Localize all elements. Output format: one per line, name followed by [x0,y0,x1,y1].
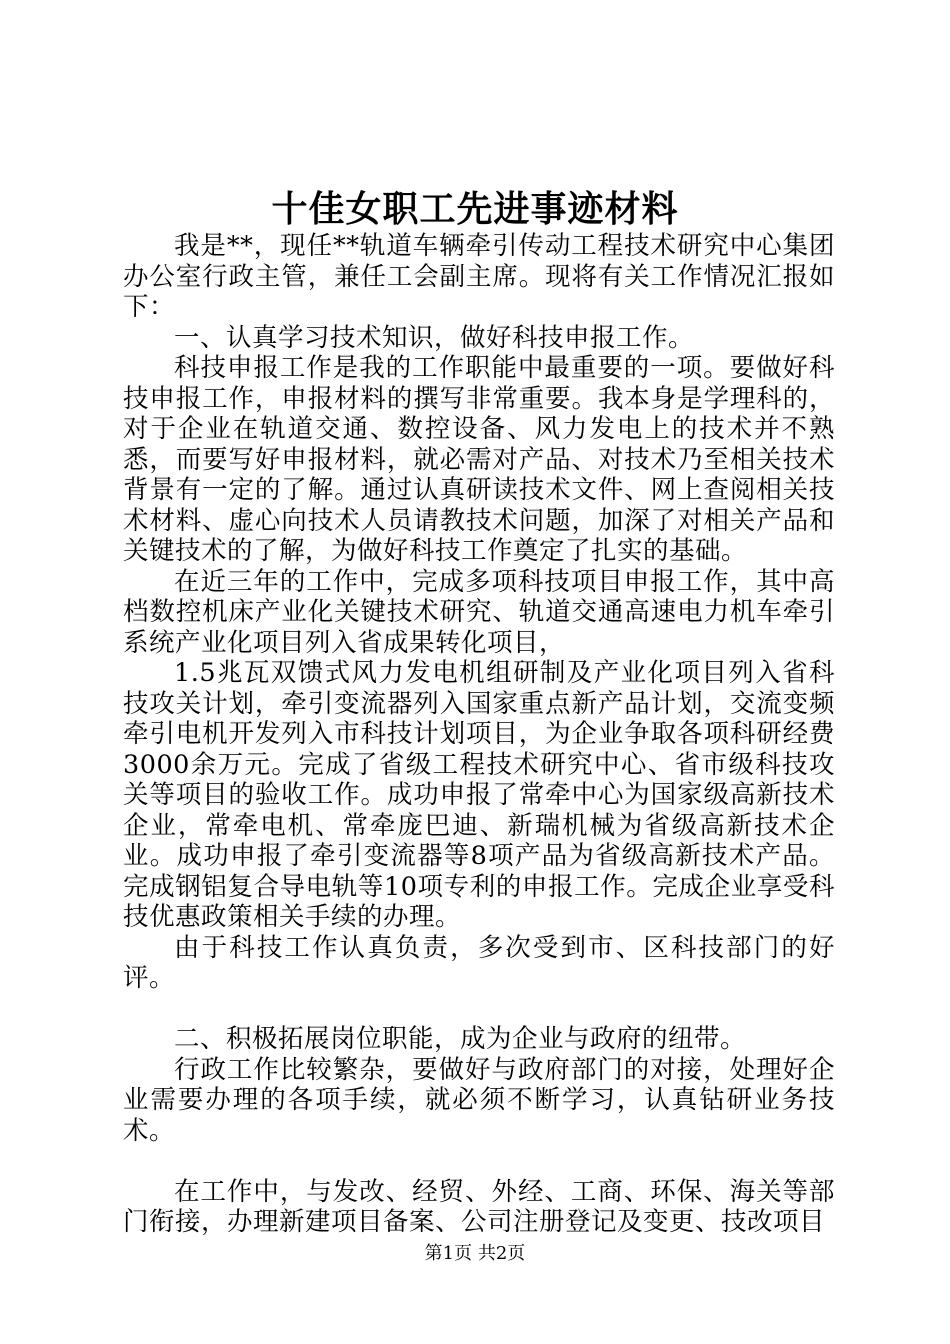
paragraph-tech-declaration: 科技申报工作是我的工作职能中最重要的一项。要做好科技申报工作，申报材料的撰写非常重要。我本身是学理科的，对于企业在轨道交通、数控设备、风力发电上的技术并不熟悉，而要写好申报材料，就必需对产品、对技术乃至相关技术背景有一定的了解。通过认真研读技术文件、网上查阅相关技术材料、虚心向技术人员请教技术问题，加深了对相关产品和关键技术的了解，为做好科技工作奠定了扎实的基础。 [123,353,835,566]
document-title: 十佳女职工先进事迹材料 [271,188,679,230]
paragraph-three-years: 在近三年的工作中，完成多项科技项目申报工作，其中高档数控机床产业化关键技术研究、轨道交通高速电力机车牵引系统产业化项目列入省成果转化项目， [123,566,835,658]
paragraph-admin-work: 行政工作比较繁杂，要做好与政府部门的对接，处理好企业需要办理的各项手续，就必须不断学习，认真钻研业务技术。 [123,1054,835,1146]
section-heading-1: 一、认真学习技术知识，做好科技申报工作。 [174,322,695,353]
paragraph-intro: 我是**，现任**轨道车辆牵引传动工程技术研究中心集团办公室行政主管，兼任工会副主席。现将有关工作情况汇报如下： [123,231,835,322]
paragraph-praise: 由于科技工作认真负责，多次受到市、区科技部门的好评。 [123,932,835,993]
document-body [123,231,835,1238]
page-footer: 第1页 共2页 [424,1243,526,1264]
section-heading-2: 二、积极拓展岗位职能，成为企业与政府的纽带。 [174,1024,747,1054]
paragraph-projects: 1.5兆瓦双馈式风力发电机组研制及产业化项目列入省科技攻关计划，牵引变流器列入国家重点新产品计划，交流变频牵引电机开发列入市科技计划项目，为企业争取各项科研经费3000余万元。完成了省级工程技术研究中心、省市级科技攻关等项目的验收工作。成功申报了常牵中心为国家级高新技术企业，常牵电机、常牵庞巴迪、新瑞机械为省级高新技术企业。成功申报了牵引变流器等8项产品为省级高新技术产品。完成钢铝复合导电轨等10项专利的申报工作。完成企业享受科技优惠政策相关手续的办理。 [123,658,835,932]
paragraph-departments: 在工作中，与发改、经贸、外经、工商、环保、海关等部门衔接，办理新建项目备案、公司注册登记及变更、技改项目 [123,1176,835,1237]
